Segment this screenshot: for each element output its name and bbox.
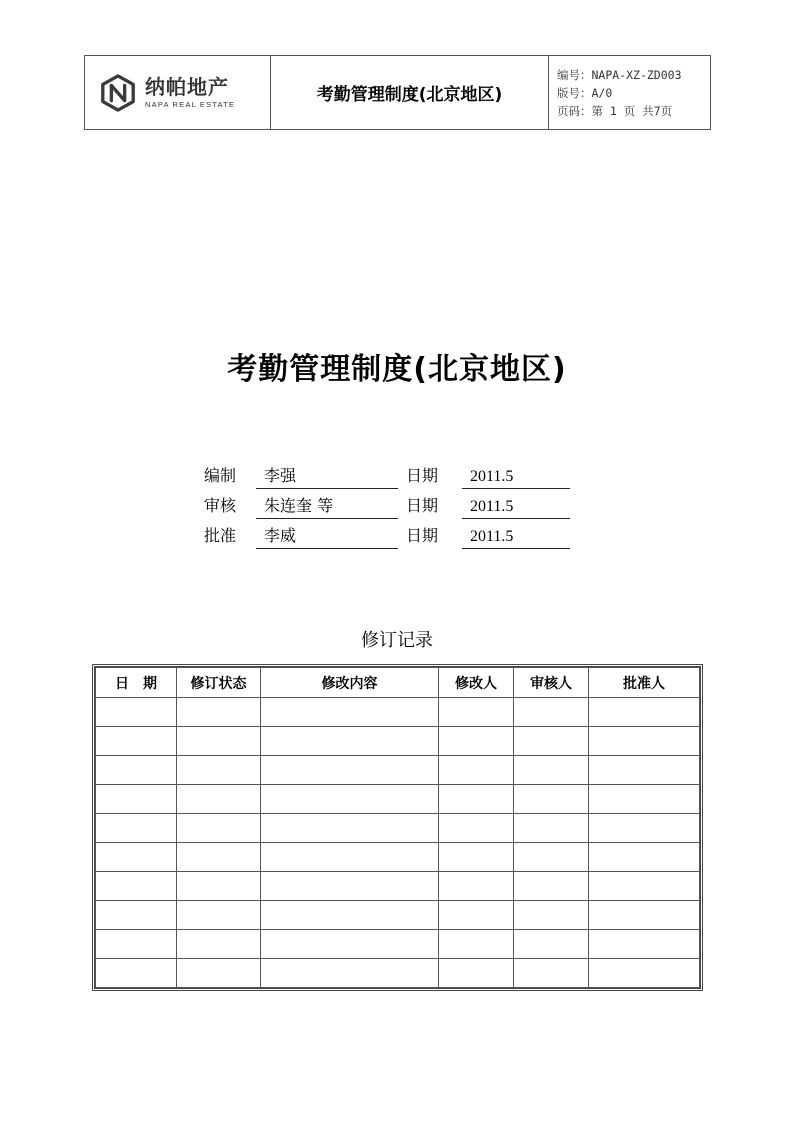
table-cell xyxy=(261,843,439,872)
table-cell xyxy=(177,814,261,843)
table-row xyxy=(96,872,700,901)
table-row xyxy=(96,843,700,872)
signoff-date: 2011.5 xyxy=(462,468,570,489)
table-cell xyxy=(177,901,261,930)
document-header xyxy=(84,55,711,130)
table-cell xyxy=(261,698,439,727)
signoff-row-approved xyxy=(204,519,574,549)
table-cell xyxy=(439,756,514,785)
table-cell xyxy=(177,930,261,959)
table-row xyxy=(96,959,700,988)
signoff-date-label: 日期 xyxy=(406,496,439,515)
table-cell xyxy=(514,901,589,930)
company-logo xyxy=(85,56,271,129)
table-cell xyxy=(514,727,589,756)
table-cell xyxy=(589,727,700,756)
table-cell xyxy=(96,727,177,756)
table-cell xyxy=(96,959,177,988)
table-cell xyxy=(589,959,700,988)
table-cell xyxy=(177,756,261,785)
table-header-row xyxy=(96,668,700,698)
document-number: 编号：NAPA-XZ-ZD003 xyxy=(557,67,682,82)
table-cell xyxy=(514,785,589,814)
table-cell xyxy=(589,698,700,727)
revision-table xyxy=(95,667,700,988)
table-cell xyxy=(177,785,261,814)
table-cell xyxy=(96,901,177,930)
version-number: 版号：A/0 xyxy=(557,85,613,100)
signoff-date-label: 日期 xyxy=(406,466,439,485)
table-cell xyxy=(96,785,177,814)
table-cell xyxy=(96,698,177,727)
table-cell xyxy=(589,785,700,814)
table-cell xyxy=(96,872,177,901)
table-cell xyxy=(514,930,589,959)
table-cell xyxy=(96,930,177,959)
table-cell xyxy=(439,698,514,727)
signoff-label: 编制 xyxy=(204,466,237,485)
table-cell xyxy=(96,756,177,785)
table-cell xyxy=(514,843,589,872)
table-cell xyxy=(177,698,261,727)
table-row xyxy=(96,698,700,727)
table-cell xyxy=(261,785,439,814)
table-cell xyxy=(261,959,439,988)
column-header-reviewer: 审核人 xyxy=(514,668,589,698)
table-cell xyxy=(589,756,700,785)
signoff-date: 2011.5 xyxy=(462,528,570,549)
table-cell xyxy=(439,872,514,901)
table-cell xyxy=(177,872,261,901)
table-cell xyxy=(96,843,177,872)
table-cell xyxy=(589,843,700,872)
header-title: 考勤管理制度(北京地区) xyxy=(271,56,549,129)
signoff-person: 李威 xyxy=(256,523,398,549)
table-row xyxy=(96,727,700,756)
signoff-label: 审核 xyxy=(204,496,237,515)
page-number: 页码：第 1 页 共7页 xyxy=(557,103,673,118)
signoff-date-label: 日期 xyxy=(406,526,439,545)
signoff-row-compiled xyxy=(204,459,574,489)
table-cell xyxy=(514,872,589,901)
table-cell xyxy=(439,814,514,843)
table-cell xyxy=(439,727,514,756)
table-cell xyxy=(589,901,700,930)
column-header-status: 修订状态 xyxy=(177,668,261,698)
table-row xyxy=(96,901,700,930)
document-meta xyxy=(549,56,710,129)
table-cell xyxy=(261,814,439,843)
napa-logo-icon xyxy=(99,74,137,112)
revision-table-body xyxy=(96,698,700,988)
column-header-content: 修改内容 xyxy=(261,668,439,698)
table-cell xyxy=(589,814,700,843)
table-cell xyxy=(96,814,177,843)
column-header-date: 日 期 xyxy=(96,668,177,698)
table-cell xyxy=(514,959,589,988)
table-cell xyxy=(261,901,439,930)
table-row xyxy=(96,756,700,785)
logo-chinese-name: 纳帕地产 xyxy=(145,74,229,99)
table-cell xyxy=(514,756,589,785)
signoff-person: 李强 xyxy=(256,463,398,489)
column-header-approver: 批准人 xyxy=(589,668,700,698)
signoff-person: 朱连奎 等 xyxy=(256,493,398,519)
table-cell xyxy=(589,930,700,959)
signoff-date: 2011.5 xyxy=(462,498,570,519)
revision-heading: 修订记录 xyxy=(361,630,433,651)
signoff-block xyxy=(204,459,574,549)
table-cell xyxy=(589,872,700,901)
logo-english-name: NAPA REAL ESTATE xyxy=(145,99,236,109)
signoff-row-reviewed xyxy=(204,489,574,519)
table-cell xyxy=(439,959,514,988)
table-cell xyxy=(177,727,261,756)
table-cell xyxy=(439,901,514,930)
document-title: 考勤管理制度(北京地区) xyxy=(227,352,567,387)
table-cell xyxy=(177,959,261,988)
table-cell xyxy=(439,785,514,814)
table-cell xyxy=(439,843,514,872)
column-header-modifier: 修改人 xyxy=(439,668,514,698)
signoff-label: 批准 xyxy=(204,526,237,545)
table-cell xyxy=(177,843,261,872)
revision-table-frame xyxy=(92,664,703,991)
table-cell xyxy=(261,930,439,959)
table-cell xyxy=(261,756,439,785)
table-cell xyxy=(261,872,439,901)
table-cell xyxy=(261,727,439,756)
table-row xyxy=(96,785,700,814)
table-row xyxy=(96,930,700,959)
table-cell xyxy=(514,698,589,727)
table-cell xyxy=(439,930,514,959)
table-row xyxy=(96,814,700,843)
table-cell xyxy=(514,814,589,843)
